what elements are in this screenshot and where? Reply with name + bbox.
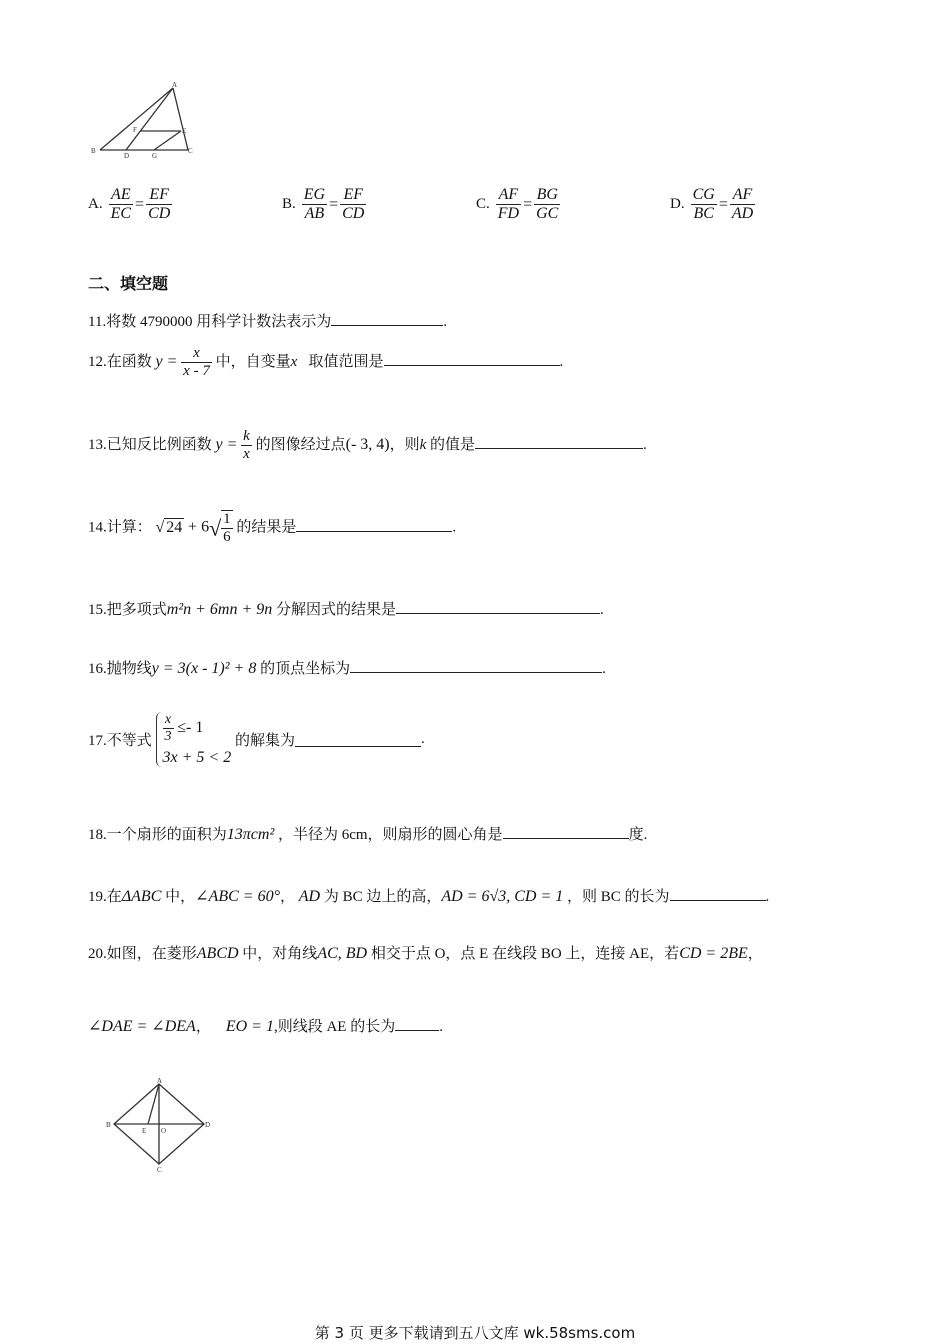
label-B: B [106, 1121, 111, 1129]
question-12: 12.在函数 y = $\frac{x}{x - 7}$ 中，自变量x 取值范围是 . [88, 345, 564, 380]
question-20-cont: ∠DAE = ∠DEA， EO = 1,则线段 AE 的长为 . [88, 1018, 443, 1035]
option-b: B. $\frac{EG}{AB}$ = $\frac{EF}{CD}$ [282, 186, 365, 223]
label-O: O [161, 1127, 167, 1135]
question-13: 13.已知反比例函数 y = $\frac{k}{x}$ 的图像经过点(- 3, 4)，则k 的值是 . [88, 428, 647, 463]
question-19: 19.在ΔABC 中，∠ABC = 60°， AD 为 BC 边上的高，AD = 6√3, CD = 1 ，则 BC 的长为 . [88, 888, 770, 905]
question-20: 20.如图，在菱形ABCD 中，对角线AC, BD 相交于点 O，点 E 在线段 BO 上，连接 AE，若CD = 2BE， [88, 945, 763, 962]
label-D: D [205, 1121, 211, 1129]
option-c: C. $\frac{AF}{FD}$ = $\frac{BG}{GC}$ [476, 186, 559, 223]
triangle-figure [88, 80, 198, 162]
question-17: 17.不等式 $\frac{x}{3}$ ≤- 1 3x + 5 < 2 的解集为 . [88, 712, 425, 767]
label-A: A [157, 1077, 163, 1085]
question-15: 15.把多项式m²n + 6mn + 9n 分解因式的结果是 . [88, 601, 604, 618]
label-D: D [124, 152, 130, 160]
label-G: G [152, 152, 158, 160]
question-18: 18.一个扇形的面积为13πcm² ，半径为 6cm，则扇形的圆心角是 度. [88, 826, 648, 843]
label-B: B [91, 147, 96, 155]
label-A: A [172, 81, 178, 89]
option-d: D. $\frac{CG}{BC}$ = $\frac{AF}{AD}$ [670, 186, 754, 223]
label-C: C [157, 1166, 162, 1174]
question-11: 11.将数 4790000 用科学计数法表示为 . [88, 310, 447, 331]
section-title: 二、填空题 [88, 274, 169, 293]
page-footer: 第 3 页 更多下载请到五八文库 wk.58sms.com [314, 1324, 636, 1342]
option-a: A. $\frac{AE}{EC}$ = $\frac{EF}{CD}$ [88, 186, 171, 223]
label-F: F [133, 126, 137, 134]
label-E: E [182, 127, 187, 135]
question-16: 16.抛物线y = 3(x - 1)² + 8 的顶点坐标为 . [88, 660, 606, 677]
question-14: 14.计算： √ 24 + 6√ $\frac{1}{6}$ 的结果是 . [88, 511, 457, 546]
label-C: C [188, 147, 193, 155]
label-E: E [142, 1127, 147, 1135]
rhombus-figure [102, 1076, 220, 1176]
